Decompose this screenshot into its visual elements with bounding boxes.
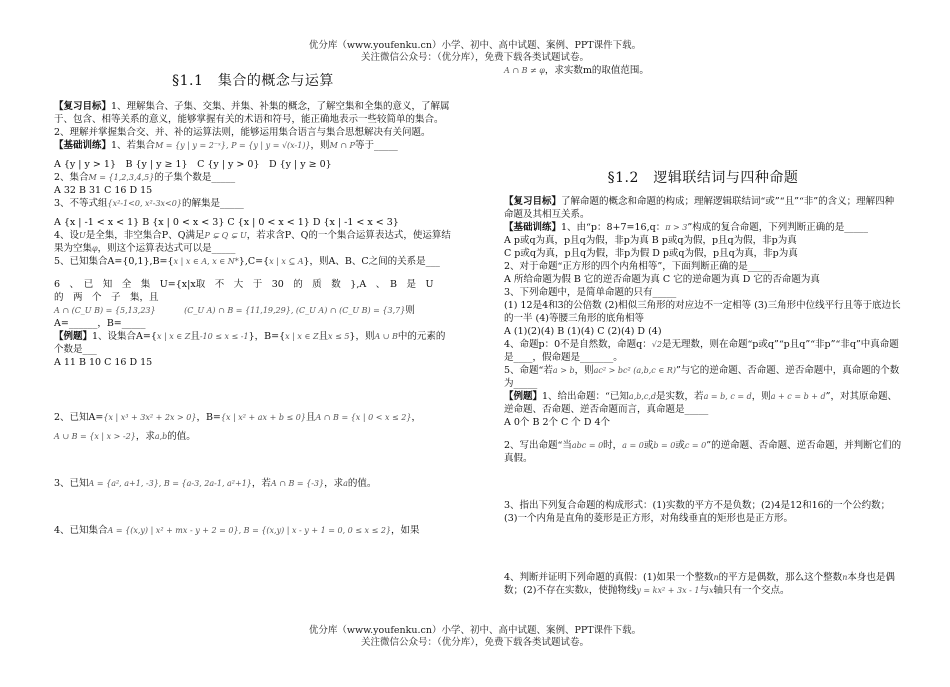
basic-q5 [54,255,452,268]
section-title-1-1: §1.1 集合的概念与运算 [172,73,334,89]
ex1-options: A 11 B 10 C 16 D 15 [54,357,153,368]
q4-formula-subset: P ⊊ Q ⊊ U [204,231,247,240]
logic-q2: 2、对于命题“正方形的四个内角相等”，下面判断正确的是_____ [504,261,772,272]
q3-formula-system: {x²-1<0, x²-3x<0} [107,199,182,208]
ex4-text-b: ，如果 [391,525,420,536]
q1-post: 等于_____ [354,140,398,151]
lex2-text-d: 或 [675,440,685,451]
lex4-text-f: 轴只有一个交点。 [713,585,790,596]
lex1-text-a: 1、给出命题：“已知 [542,391,629,402]
lex1-formula-3: a + c = b + d [770,392,826,401]
ex1-text-c: }，B={ [248,331,286,342]
q1-formula-intersection: M ∩ P [329,141,355,150]
lex4-text-c: 本身也是偶数；(2)不存在实数 [504,572,895,596]
q4-text-d: ，则这个运算表达式可以是_____ [97,243,236,254]
continuation-line [504,64,902,77]
ex2-text-d: ， [411,412,421,423]
q5-formula-b: x | x ∈ A, x ∈ N* [173,257,239,266]
review-text: 1、理解集合、子集、交集、并集、补集的概念，了解空集和全集的意义，了解属于、包含、相等关系的意义，能够掌握有关的术语和符号，能正确地表示一些较简单的集合。2、理解并掌握集合交、并、补的运算法则，能够运用集合语言与集合思想解决有关问题。 [54,101,450,138]
logic-q4 [504,338,902,364]
q6-formula-1: A ∩ (C_U B) = {5,13,23} [54,306,156,315]
lex4-text-a: 4、判断并证明下列命题的真假：(1)如果一个整数 [504,572,714,583]
lex1-text-b: 是实数，若 [656,391,704,402]
header-line-1: 优分库（www.youfenku.cn）小学、初中、高中试题、案例、PPT课件下载。 [308,40,642,51]
lex4-text-d: ，使抛物线 [588,585,637,596]
review-tag: 【复习目标】 [54,101,112,112]
q3-text: 3、不等式组 [54,198,108,209]
ex2-line-2 [54,430,452,443]
ex2-formula-2: {x | x² + ax + b ≤ 0} [220,413,306,422]
lq5-formula-1: a > b [552,366,575,375]
logic-q3: 3、下列命题中，是简单命题的只有_____ [504,287,677,298]
lex2-formula-4: c = 0 [684,441,707,450]
example-3 [54,477,452,490]
ex3-text-b: ，若 [251,478,271,489]
q5-text-b: },C={ [238,256,270,267]
q3-post: 的解集是_____ [181,198,244,209]
q5-text-c: }，则A、B、C之间的关系是___ [303,256,440,267]
lq1-text-a: 1、由“p：8+7=16,q： [561,222,666,233]
lex2-formula-3: b = 0 [653,441,676,450]
right-column [504,64,902,597]
section-title-1-2: §1.2 逻辑联结词与四种命题 [607,170,799,186]
q2-post: 的子集个数是_____ [154,172,236,183]
example-2 [54,411,452,424]
ex2-formula-4: A ∪ B = {x | x > -2} [54,432,136,441]
lq3-options: A (1)(2)(4) B (1)(4) C (2)(4) D (4) [504,326,662,337]
page-footer [0,625,950,649]
lex1-formula-2: a = b, c = d [703,392,752,401]
review-text-2: 了解命题的概念和命题的构成；理解逻辑联结词“或”“且”“非”的含义；理解四种命题及其相互关系。 [504,196,895,220]
continuation-text: ，求实数m的取值范围。 [544,65,649,76]
ex2-text-f: 的值。 [167,431,196,442]
ex3-formula-3: a [343,479,348,488]
ex1-text-f: 中的元素的个数是___ [54,331,446,355]
review-tag-2: 【复习目标】 [504,196,562,207]
logic-q1 [504,221,902,234]
page-header [0,40,950,64]
q6-formula-2: (C_U A) ∩ B = {11,19,29}, (C_U A) ∩ (C_U B) = {3,7} [184,306,406,315]
q3-options: A {x | -1 < x < 1} B {x | 0 < x < 3} C {x | 0 < x < 1} D {x | -1 < x < 3} [54,217,399,228]
lq2-options: A 所给命题为假 B 它的逆否命题为真 C 它的逆命题为真 D 它的否命题为真 [504,274,820,285]
lq1-options-1: A p或q为真，p且q为假，非p为真 B p或q为假，p且q为假，非p为真 [504,235,797,246]
ex1-formula-4: x ≤ 5 [328,332,350,341]
example-tag-2: 【例题】 [504,391,543,402]
review-goals [54,100,452,139]
ex1-formula-3: x | x ∈ Z [285,332,319,341]
ex2-formula-1: {x | x³ + 3x² + 2x > 0} [103,413,197,422]
lq4-text-a: 4、命题p：0不是自然数，命题q： [504,339,652,350]
ex1-formula-5: A ∪ B [374,332,398,341]
basic-q6: 6 、 已 知 全 集 U={x|x取 不 大 于 30 的 质 数 },A 、 B 是 U 的 两 个 子 集，且 [54,279,443,303]
logic-example-1 [504,390,902,416]
logic-example-2 [504,439,902,465]
q6-post: 则 [405,305,415,316]
lex4-formula-3: k [583,586,589,595]
example-4 [54,524,452,537]
lex1-text-c: ，则 [751,391,771,402]
example-tag: 【例题】 [54,331,93,342]
lq4-formula: √2 [651,340,662,349]
lq1-text-b: ”构成的复合命题，下列判断正确的是_____ [687,222,868,233]
lex2-text-a: 2、写出命题“当 [504,440,572,451]
q2-formula-set: M = {1,2,3,4,5} [88,173,155,182]
q4-text-c: ，若求含P、Q的一个集合运算表达式，使运算结果为空集 [54,230,451,254]
ex1-formula-1: x | x ∈ Z [156,332,191,341]
q1-mid: ，则 [310,140,330,151]
lq4-text-b: 是无理数，则在命题“p或q”“p且q”“非p”“非q”中真命题是____，假命题是_______。 [504,339,899,363]
q5-text-a: 5、已知集合A={0,1},B={ [54,256,174,267]
header-line-2: 关注微信公众号：（优分库），免费下载各类试题试卷。 [360,52,589,63]
lex4-formula-4: y = kx² + 3x - 1 [636,586,700,595]
ex3-formula-1: A = {a², a+1, -3}, B = {a-3, 2a-1, a²+1} [88,479,252,488]
q5-formula-c: x | x ⊆ A [269,257,304,266]
basic-tag-2: 【基础训练】 [504,222,562,233]
lex2-text-b: 时， [603,440,623,451]
lex1-options: A 0个 B 2个 C 个 D 4个 [504,417,610,428]
lq1-options-2: C p或q为真，p且q为假，非p为假 D p或q为假，p且q为真，非p为真 [504,248,798,259]
q4-text-a: 4、设 [54,230,80,241]
basic-q1 [54,139,452,152]
ex4-text-a: 4、已知集合 [54,525,108,536]
lq3-items: (1) 12是4和3的公倍数 (2)相似三角形的对应边不一定相等 (3)三角形中位线平行且等于底边长的一半 (4)等腰三角形的底角相等 [504,300,901,324]
ex1-text-b: 且 [190,331,200,342]
ex3-formula-2: A ∩ B = {-3} [270,479,325,488]
q1-options: A {y | y > 1} B {y | y ≥ 1} C {y | y > 0} D {y | y ≥ 0} [54,159,332,170]
lex4-formula-1: n [713,573,719,582]
lex4-text-e: 与 [699,585,710,596]
lq1-formula: π > 3 [665,223,688,232]
lex2-text-e: ”的逆命题、否命题、逆否命题，并判断它们的真假。 [504,440,902,464]
ex2-text-c: 且 [305,412,316,423]
q1-formula-sets: M = {y | y = 2⁻ˣ}, P = {y | y = √(x-1)} [155,141,311,150]
lex1-text-d: ”，对其原命题、逆命题、否命题、逆否命题而言，真命题是_____ [504,391,897,415]
lq5-text-a: 5、命题“若 [504,365,553,376]
lq5-formula-2: ac² > bc² (a,b,c ∈ R) [593,366,676,375]
ex2-formula-3: A ∩ B = {x | 0 < x ≤ 2} [315,413,412,422]
ex2-formula-5: a,b [154,432,168,441]
footer-line-2: 关注微信公众号：（优分库），免费下载各类试题试卷。 [360,637,589,648]
ex3-text-c: ，求 [324,478,344,489]
q2-text: 2、集合 [54,172,89,183]
lex2-formula-2: a = 0 [622,441,644,450]
continuation-formula: A ∩ B ≠ φ [504,66,545,75]
logic-example-3: 3、指出下列复合命题的构成形式：(1)实数的平方不是负数；(2)4是12和16的一个公约数；(3)一个内角是直角的菱形是正方形，对角线垂直的矩形也是正方形。 [504,500,891,524]
logic-q5 [504,364,902,390]
lex4-formula-2: n [842,573,848,582]
q6-answer: A=______，B=_____ [54,318,146,329]
q4-formula-phi: φ [92,244,98,253]
lex2-formula-1: abc = 0 [571,441,604,450]
ex1-text-d: 且 [318,331,329,342]
q1-text: 1、若集合 [111,140,156,151]
q4-formula-u: U [79,231,86,240]
lq5-text-b: ，则 [574,365,594,376]
ex1-text-a: 1、设集合A={ [92,331,157,342]
q6-formulas [54,304,452,317]
lex4-text-b: 的平方是偶数，那么这个整数 [718,572,843,583]
lex4-formula-5: x [709,586,714,595]
ex4-formula: A = {(x,y) | x² + mx - y + 2 = 0}, B = {(x,y) | x - y + 1 = 0, 0 ≤ x ≤ 2} [107,526,392,535]
q2-options: A 32 B 31 C 16 D 15 [54,185,153,196]
review-goals-2 [504,195,902,221]
ex3-text-d: 的值。 [347,478,377,489]
logic-example-4 [504,571,902,597]
footer-line-1: 优分库（www.youfenku.cn）小学、初中、高中试题、案例、PPT课件下载。 [308,625,642,636]
basic-q3 [54,197,452,210]
basic-tag: 【基础训练】 [54,140,112,151]
example-1 [54,330,452,356]
ex1-formula-2: -10 ≤ x ≤ -1 [199,332,249,341]
basic-q4 [54,229,452,255]
ex2-text-a: 2、已知A= [54,412,104,423]
basic-q2 [54,171,452,184]
ex2-text-e: ，求 [135,431,155,442]
q4-text-b: 是全集，非空集合P、Q满足 [85,230,205,241]
lex2-text-c: 或 [643,440,654,451]
left-column [54,72,452,537]
lq5-text-c: ”与它的逆命题、否命题、逆否命题中，真命题的个数为_____ [504,365,900,389]
ex2-text-b: ，B= [196,412,221,423]
lex1-formula-1: a,b,c,d [628,392,657,401]
ex1-text-e: }，则 [349,331,375,342]
ex3-text-a: 3、已知 [54,478,89,489]
